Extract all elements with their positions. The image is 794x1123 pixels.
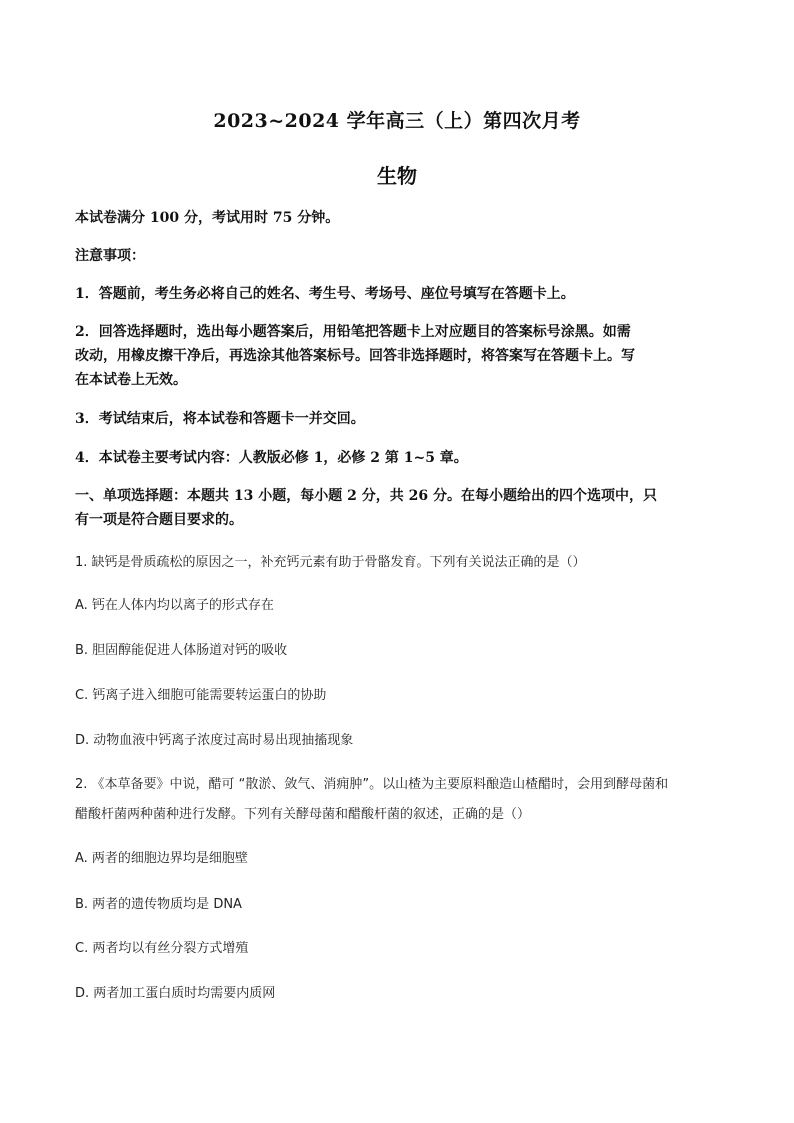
question-1-option-d: D. 动物血液中钙离子浓度过高时易出现抽搐现象 (75, 733, 354, 748)
question-1-option-b: B. 胆固醇能促进人体肠道对钙的吸收 (75, 643, 288, 658)
question-2-option-b: B. 两者的遗传物质均是 DNA (75, 897, 242, 912)
notice-item-4: 4．本试卷主要考试内容：人教版必修 1，必修 2 第 1~5 章。 (75, 450, 468, 466)
question-1-option-c: C. 钙离子进入细胞可能需要转运蛋白的协助 (75, 688, 327, 703)
question-2-stem-line-1: 2. 《本草备要》中说，醋可 “散淤、敛气、消痈肿”。以山楂为主要原料酿造山楂醋时，会用到酵母菌和 (75, 777, 669, 792)
exam-title: 2023~2024 学年高三（上）第四次月考 (213, 110, 581, 132)
question-2-option-c: C. 两者均以有丝分裂方式增殖 (75, 941, 249, 956)
notice-item-1: 1．答题前，考生务必将自己的姓名、考生号、考场号、座位号填写在答题卡上。 (75, 286, 575, 302)
section-heading-line-1: 一、单项选择题：本题共 13 小题，每小题 2 分，共 26 分。在每小题给出的四个选项中，只 (75, 488, 657, 504)
question-1-stem: 1. 缺钙是骨质疏松的原因之一，补充钙元素有助于骨骼发育。下列有关说法正确的是（） (75, 555, 586, 570)
notice-item-3: 3．考试结束后，将本试卷和答题卡一并交回。 (75, 411, 365, 427)
section-heading-line-2: 有一项是符合题目要求的。 (75, 512, 243, 528)
question-2-stem-line-2: 醋酸杆菌两种菌种进行发酵。下列有关酵母菌和醋酸杆菌的叙述，正确的是（） (75, 807, 531, 822)
notice-heading: 注意事项： (75, 248, 145, 264)
exam-subject: 生物 (377, 164, 417, 188)
question-2-option-d: D. 两者加工蛋白质时均需要内质网 (75, 986, 276, 1001)
question-2-option-a: A. 两者的细胞边界均是细胞壁 (75, 851, 248, 866)
notice-item-2-line-3: 在本试卷上无效。 (75, 372, 187, 388)
score-time-note: 本试卷满分 100 分，考试用时 75 分钟。 (75, 210, 340, 226)
notice-item-2-line-1: 2．回答选择题时，选出每小题答案后，用铅笔把答题卡上对应题目的答案标号涂黑。如需 (75, 324, 631, 340)
question-1-option-a: A. 钙在人体内均以离子的形式存在 (75, 598, 274, 613)
notice-item-2-line-2: 改动，用橡皮擦干净后，再选涂其他答案标号。回答非选择题时，将答案写在答题卡上。写 (75, 348, 635, 364)
